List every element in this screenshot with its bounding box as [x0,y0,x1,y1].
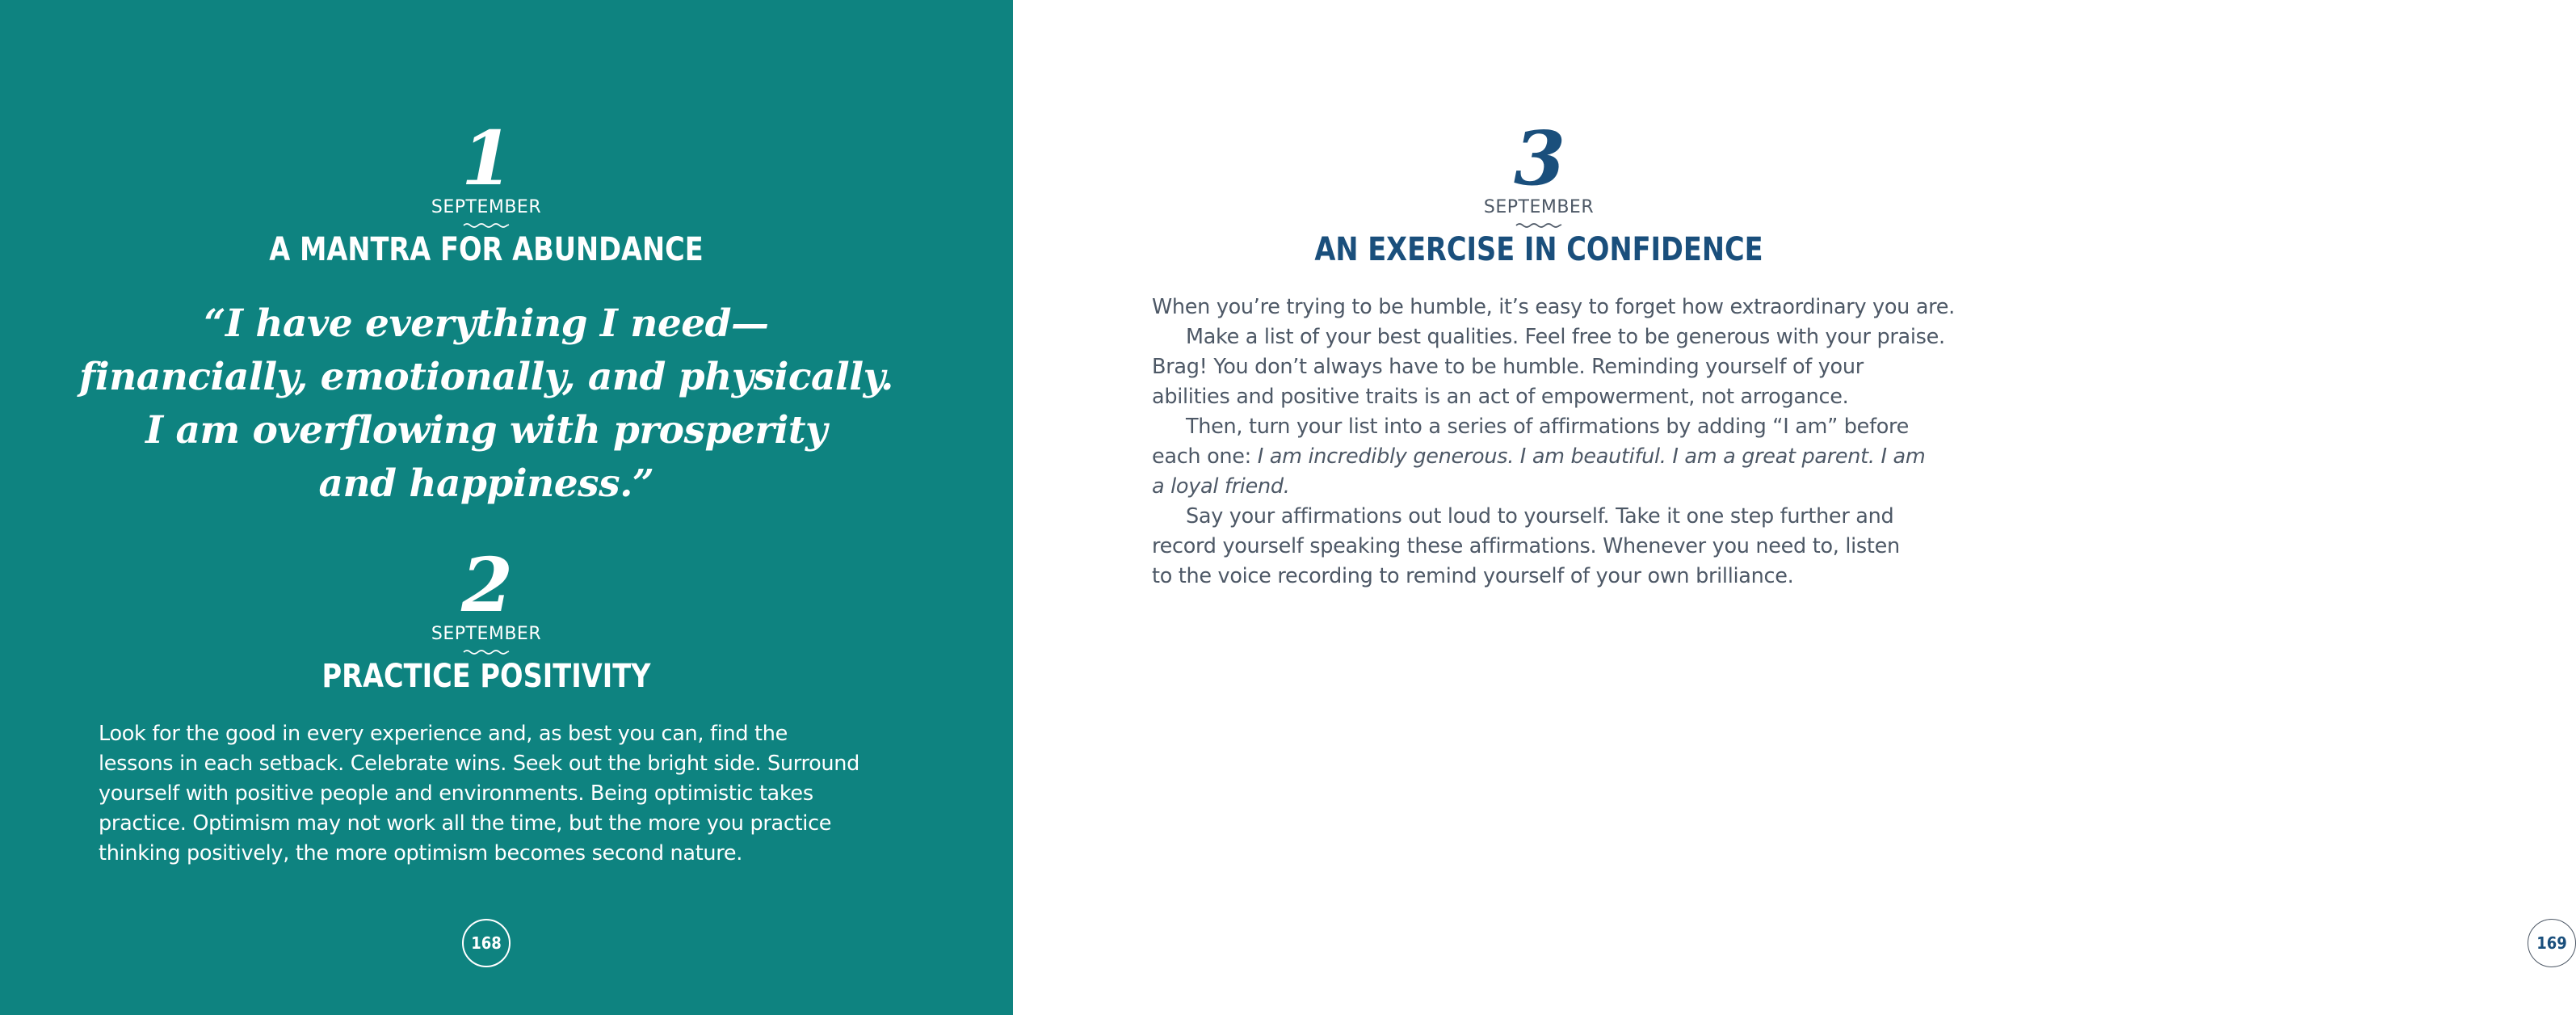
right-page [1013,0,2567,1015]
body-line: practice. Optimism may not work all the time, but the more you practice [99,811,832,836]
month-label: SEPTEMBER [431,197,542,217]
day-number: 2 [460,541,511,629]
day-number: 3 [1513,115,1564,202]
month-label: SEPTEMBER [1483,197,1595,217]
quote-line: “I have everything I need— [204,301,769,346]
page-number: 169 [2528,919,2576,967]
wave-divider-icon [463,649,510,655]
wave-divider-icon [1515,222,1562,229]
entry-1-header [406,115,567,229]
body-line: lessons in each setback. Celebrate wins. Seek out the bright side. Surround [99,752,860,776]
body-text-run: each one: [1152,444,1258,469]
entry-3-title: AN EXERCISE IN CONFIDENCE [1314,231,1763,268]
quote-line: and happiness.” [318,461,654,506]
body-line: yourself with positive people and environments. Being optimistic takes [99,781,813,806]
quote-line: financially, emotionally, and physically. [79,355,893,399]
entry-2-body [99,719,914,869]
affirmation-examples: a loyal friend. [1152,474,1290,499]
page-number: 168 [462,919,511,967]
entry-3-header [1458,115,1620,229]
entry-3-body [1152,293,1960,592]
body-line [1152,442,1960,472]
body-line: Make a list of your best qualities. Feel free to be generous with your praise. [1186,325,1945,349]
body-line: Look for the good in every experience and, as best you can, find the [99,722,788,746]
entry-2-header [406,541,567,655]
body-line: abilities and positive traits is an act of empowerment, not arrogance. [1152,385,1849,409]
entry-2-title: PRACTICE POSITIVITY [321,658,651,695]
entry-1-title: A MANTRA FOR ABUNDANCE [269,231,704,268]
affirmation-examples: I am incredibly generous. I am beautiful. I am a great parent. I am [1257,444,1926,469]
month-label: SEPTEMBER [431,624,542,644]
mantra-quote [73,297,900,511]
body-line: When you’re trying to be humble, it’s easy to forget how extraordinary you are. [1152,295,1955,319]
wave-divider-icon [463,222,510,229]
body-line: to the voice recording to remind yourself of your own brilliance. [1152,564,1794,588]
body-line: Then, turn your list into a series of affirmations by adding “I am” before [1186,415,1910,439]
quote-line: I am overflowing with prosperity [145,408,827,453]
body-line: Brag! You don’t always have to be humble. Reminding yourself of your [1152,355,1864,379]
body-line: Say your affirmations out loud to yourself. Take it one step further and [1186,504,1894,529]
day-number: 1 [460,115,511,202]
body-line: record yourself speaking these affirmations. Whenever you need to, listen [1152,534,1900,558]
left-page [0,0,1013,1015]
body-line: thinking positively, the more optimism becomes second nature. [99,841,743,865]
